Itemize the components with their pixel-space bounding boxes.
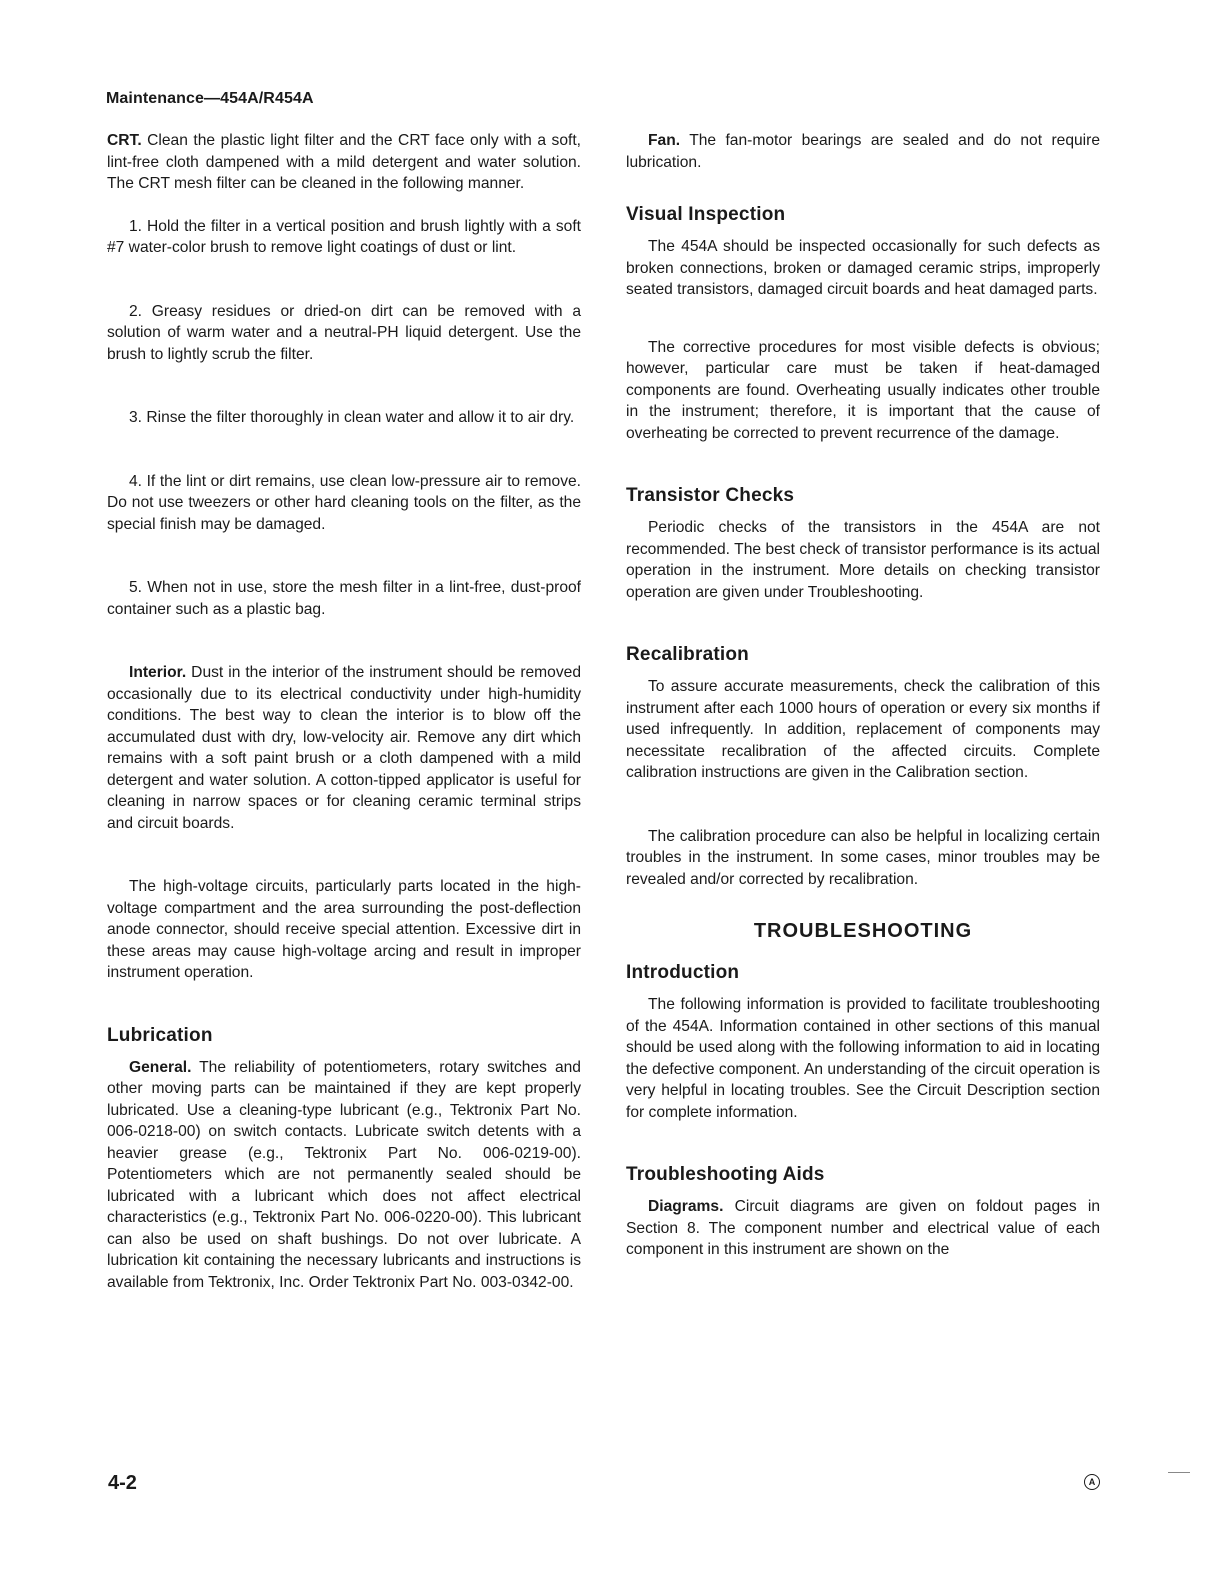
interior-lead: Interior. — [129, 664, 187, 681]
visual-inspection-paragraph-1: The 454A should be inspected occasionally for such defects as broken connections, broken or damaged ceramic strips, improperly seated transistors, damaged circuit boards and heat damaged parts. — [626, 238, 1100, 298]
introduction-paragraph: The following information is provided to facilitate troubleshooting of the 454A. Information contained in other sections of this manual should be used along with the following information to aid in locating the defective component. An understanding of the circuit operation is very helpful in locating troubles. See the Circuit Description section for complete information. — [626, 996, 1100, 1121]
fan-lead: Fan. — [648, 132, 681, 149]
recalibration-heading: Recalibration — [626, 644, 749, 665]
page-number: 4-2 — [108, 1472, 137, 1494]
fan-paragraph — [626, 130, 1100, 173]
diagrams-lead: Diagrams. — [648, 1198, 724, 1215]
step-4: 4. If the lint or dirt remains, use clean low-pressure air to remove. Do not use tweezers or other hard cleaning tools on the filter, as the special finish may be damaged. — [107, 472, 581, 533]
right-column — [626, 130, 1100, 1261]
crt-body: Clean the plastic light filter and the CRT face only with a soft, lint-free cloth dampened with a mild detergent and water solution. The CRT mesh filter can be cleaned in the following manner. — [107, 132, 581, 192]
transistor-checks-heading: Transistor Checks — [626, 485, 795, 506]
crt-paragraph — [107, 130, 581, 195]
visual-inspection-heading: Visual Inspection — [626, 204, 786, 225]
revision-mark-icon: A — [1084, 1474, 1100, 1490]
step-1: 1. Hold the filter in a vertical position and brush lightly with a soft #7 water-color brush to remove light coatings of dust or lint. — [107, 217, 581, 256]
left-column — [107, 130, 581, 1293]
troubleshooting-aids-heading: Troubleshooting Aids — [626, 1164, 825, 1185]
page-header: Maintenance—454A/R454A — [106, 90, 314, 107]
general-paragraph — [107, 1057, 581, 1294]
lubrication-heading: Lubrication — [107, 1024, 213, 1046]
interior-body: Dust in the interior of the instrument should be removed occasionally due to its electrical conductivity under high-humidity conditions. The best way to clean the interior is to blow off the accumulated dust with dry, low-velocity air. Remove any dirt which remains with a soft paint brush or a cloth dampened with a mild detergent and water solution. A cotton-tipped applicator is useful for cleaning in narrow spaces or for cleaning ceramic terminal strips and circuit boards. — [107, 664, 581, 832]
troubleshooting-title: TROUBLESHOOTING — [753, 920, 973, 942]
edge-tick — [1168, 1472, 1190, 1473]
step-3: 3. Rinse the filter thoroughly in clean water and allow it to air dry. — [129, 409, 575, 426]
general-body: The reliability of potentiometers, rotary switches and other moving parts can be maintained if they are kept properly lubricated. Use a cleaning-type lubricant (e.g., Tektronix Part No. 006-0218-00) on switch contacts. Lubricate switch detents with a heavier grease (e.g., Tektronix Part No. 006-0219-00). Potentiometers which are not permanently sealed should be lubricated with a lubricant which does not affect electrical characteristics (e.g., Tektronix Part No. 006-0220-00). This lubricant can also be used on shaft bushings. Do not over lubricate. A lubrication kit containing the necessary lubricants and instructions is available from Tektronix, Inc. Order Tektronix Part No. 003-0342-00. — [107, 1058, 581, 1291]
fan-body: The fan-motor bearings are sealed and do not require lubrication. — [626, 132, 1100, 171]
recalibration-paragraph-2: The calibration procedure can also be helpful in localizing certain troubles in the instrument. In some cases, minor troubles may be revealed and/or corrected by recalibration. — [626, 827, 1100, 888]
diagrams-paragraph — [626, 1196, 1100, 1261]
high-voltage-paragraph: The high-voltage circuits, particularly parts located in the high-voltage compartment and the area surrounding the post-deflection anode connector, should receive special attention. Excessive dirt in these areas may cause high-voltage arcing and result in improper instrument operation. — [107, 878, 581, 981]
visual-inspection-paragraph-2: The corrective procedures for most visible defects is obvious; however, particular care must be taken if heat-damaged components are found. Overheating usually indicates other trouble in the instrument; therefore, it is important that the cause of overheating be corrected to prevent recurrence of the damage. — [626, 338, 1100, 442]
crt-lead: CRT. — [107, 132, 142, 149]
diagrams-body: Circuit diagrams are given on foldout pages in Section 8. The component number and electrical value of each component in this instrument are shown on the — [626, 1198, 1100, 1258]
recalibration-paragraph-1: To assure accurate measurements, check the calibration of this instrument after each 1000 hours of operation or every six months if used infrequently. In addition, replacement of components may necessitate recalibration of the affected circuits. Complete calibration instructions are given in the Calibration section. — [626, 678, 1100, 781]
interior-paragraph — [107, 662, 581, 834]
introduction-heading: Introduction — [626, 962, 740, 983]
step-5: 5. When not in use, store the mesh filter in a lint-free, dust-proof container such as a plastic bag. — [107, 579, 581, 618]
step-2: 2. Greasy residues or dried-on dirt can be removed with a solution of warm water and a neutral-PH liquid detergent. Use the brush to lightly scrub the filter. — [107, 302, 581, 363]
transistor-checks-paragraph: Periodic checks of the transistors in the 454A are not recommended. The best check of transistor performance is its actual operation in the instrument. More details on checking transistor operation are given under Troubleshooting. — [626, 519, 1100, 601]
general-lead: General. — [129, 1058, 192, 1076]
